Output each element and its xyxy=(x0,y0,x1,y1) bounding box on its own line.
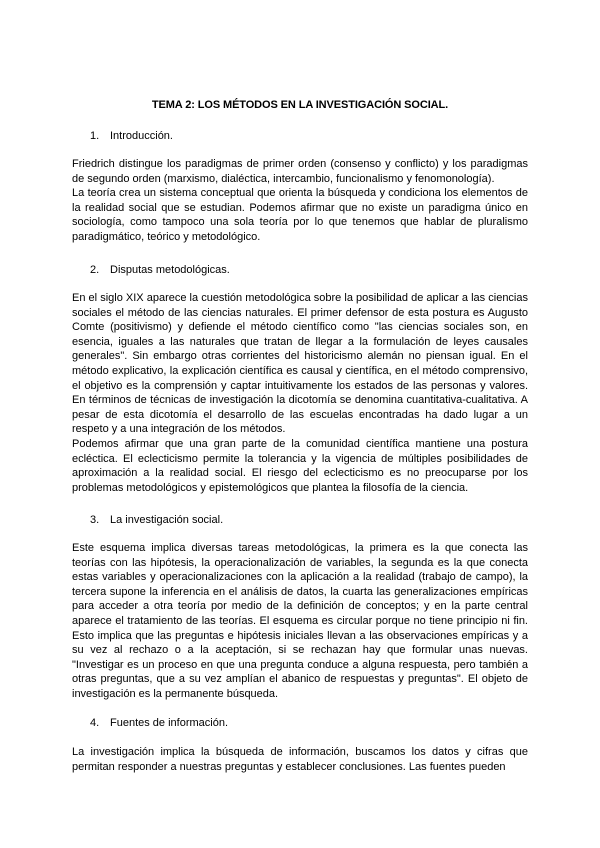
section-title: Disputas metodológicas. xyxy=(110,264,230,276)
section-number: 1. xyxy=(90,130,100,142)
section-number: 3. xyxy=(90,514,100,526)
section-heading-investigacion xyxy=(90,514,223,526)
section-title: La investigación social. xyxy=(110,514,224,526)
section-body-disputas xyxy=(72,291,528,495)
section-body-fuentes xyxy=(72,745,528,774)
section-heading-introduccion xyxy=(90,130,173,142)
section-title: Fuentes de información. xyxy=(110,717,229,729)
section-title: Introducción. xyxy=(110,130,173,142)
section-heading-fuentes xyxy=(90,717,228,729)
section-number: 2. xyxy=(90,264,100,276)
paragraph: La investigación implica la búsqueda de información, buscamos los datos y cifras que permitan responder a nuestras preguntas y establecer conclusiones. Las fuentes pueden xyxy=(72,746,528,773)
section-heading-disputas xyxy=(90,264,230,276)
section-body-introduccion xyxy=(72,157,528,245)
section-number: 4. xyxy=(90,717,100,729)
section-body-investigacion xyxy=(72,541,528,702)
paragraph: En el siglo XIX aparece la cuestión metodológica sobre la posibilidad de aplicar a las ciencias sociales el método de las ciencias naturales. El primer defensor de esta postura es Augusto Comte (positivismo) y defiende el método científico como "las ciencias sociales son, en esencia, iguales a las naturales que tratan de llegar a la formulación de leyes causales generales". Sin embargo otras corrientes del historicismo alemán no piensan igual. En el método explicativo, la explicación científica es causal y científica, en el método comprensivo, el objetivo es la comprensión y captar intuitivamente los estados de las personas y valores. En términos de técnicas de investigación la dicotomía se denomina cuantitativa-cualitativa. A pesar de esta dicotomía el desarrollo de las escuelas encontradas ha dado lugar a un respeto y a una integración de los métodos. xyxy=(72,292,528,436)
paragraph: Podemos afirmar que una gran parte de la comunidad científica mantiene una postura ecléctica. El eclecticismo permite la tolerancia y la vigencia de múltiples posibilidades de aproximación a la realidad social. El riesgo del eclecticismo es no preocuparse por los problemas metodológicos y epistemológicos que plantea la filosofía de la ciencia. xyxy=(72,437,528,494)
paragraph: Friedrich distingue los paradigmas de primer orden (consenso y conflicto) y los paradigmas de segundo orden (marxismo, dialéctica, intercambio, funcionalismo y fenomonología). xyxy=(72,158,528,185)
page-title: TEMA 2: LOS MÉTODOS EN LA INVESTIGACIÓN SOCIAL. xyxy=(151,99,449,111)
paragraph: La teoría crea un sistema conceptual que orienta la búsqueda y condiciona los elementos de la realidad social que se estudian. Podemos afirmar que no existe un paradigma único en sociología, como tampoco una sola teoría por lo que tenemos que hablar de pluralismo paradigmático, teórico y metodológico. xyxy=(72,187,528,243)
paragraph: Este esquema implica diversas tareas metodológicas, la primera es la que conecta las teorías con las hipótesis, la operacionalización de variables, la segunda es la que conecta estas variables y operacionalizaciones con la aplicación a la realidad (trabajo de campo), la tercera supone la inferencia en el análisis de datos, la cuarta las generalizaciones empíricas para acceder a otra teoría por medio de la definición de conceptos; y en la parte central aparece el tratamiento de las teorías. El esquema es circular porque no tiene principio ni fin. Esto implica que las preguntas e hipótesis iniciales llevan a las observaciones empíricas y a su vez al rechazo o a la aceptación, si se rechazan hay que formular unas nuevas. "Investigar es un proceso en que una pregunta conduce a alguna respuesta, pero también a otras preguntas, que a su vez amplían el abanico de respuestas y preguntas". El objeto de investigación es la permanente búsqueda. xyxy=(72,542,528,700)
